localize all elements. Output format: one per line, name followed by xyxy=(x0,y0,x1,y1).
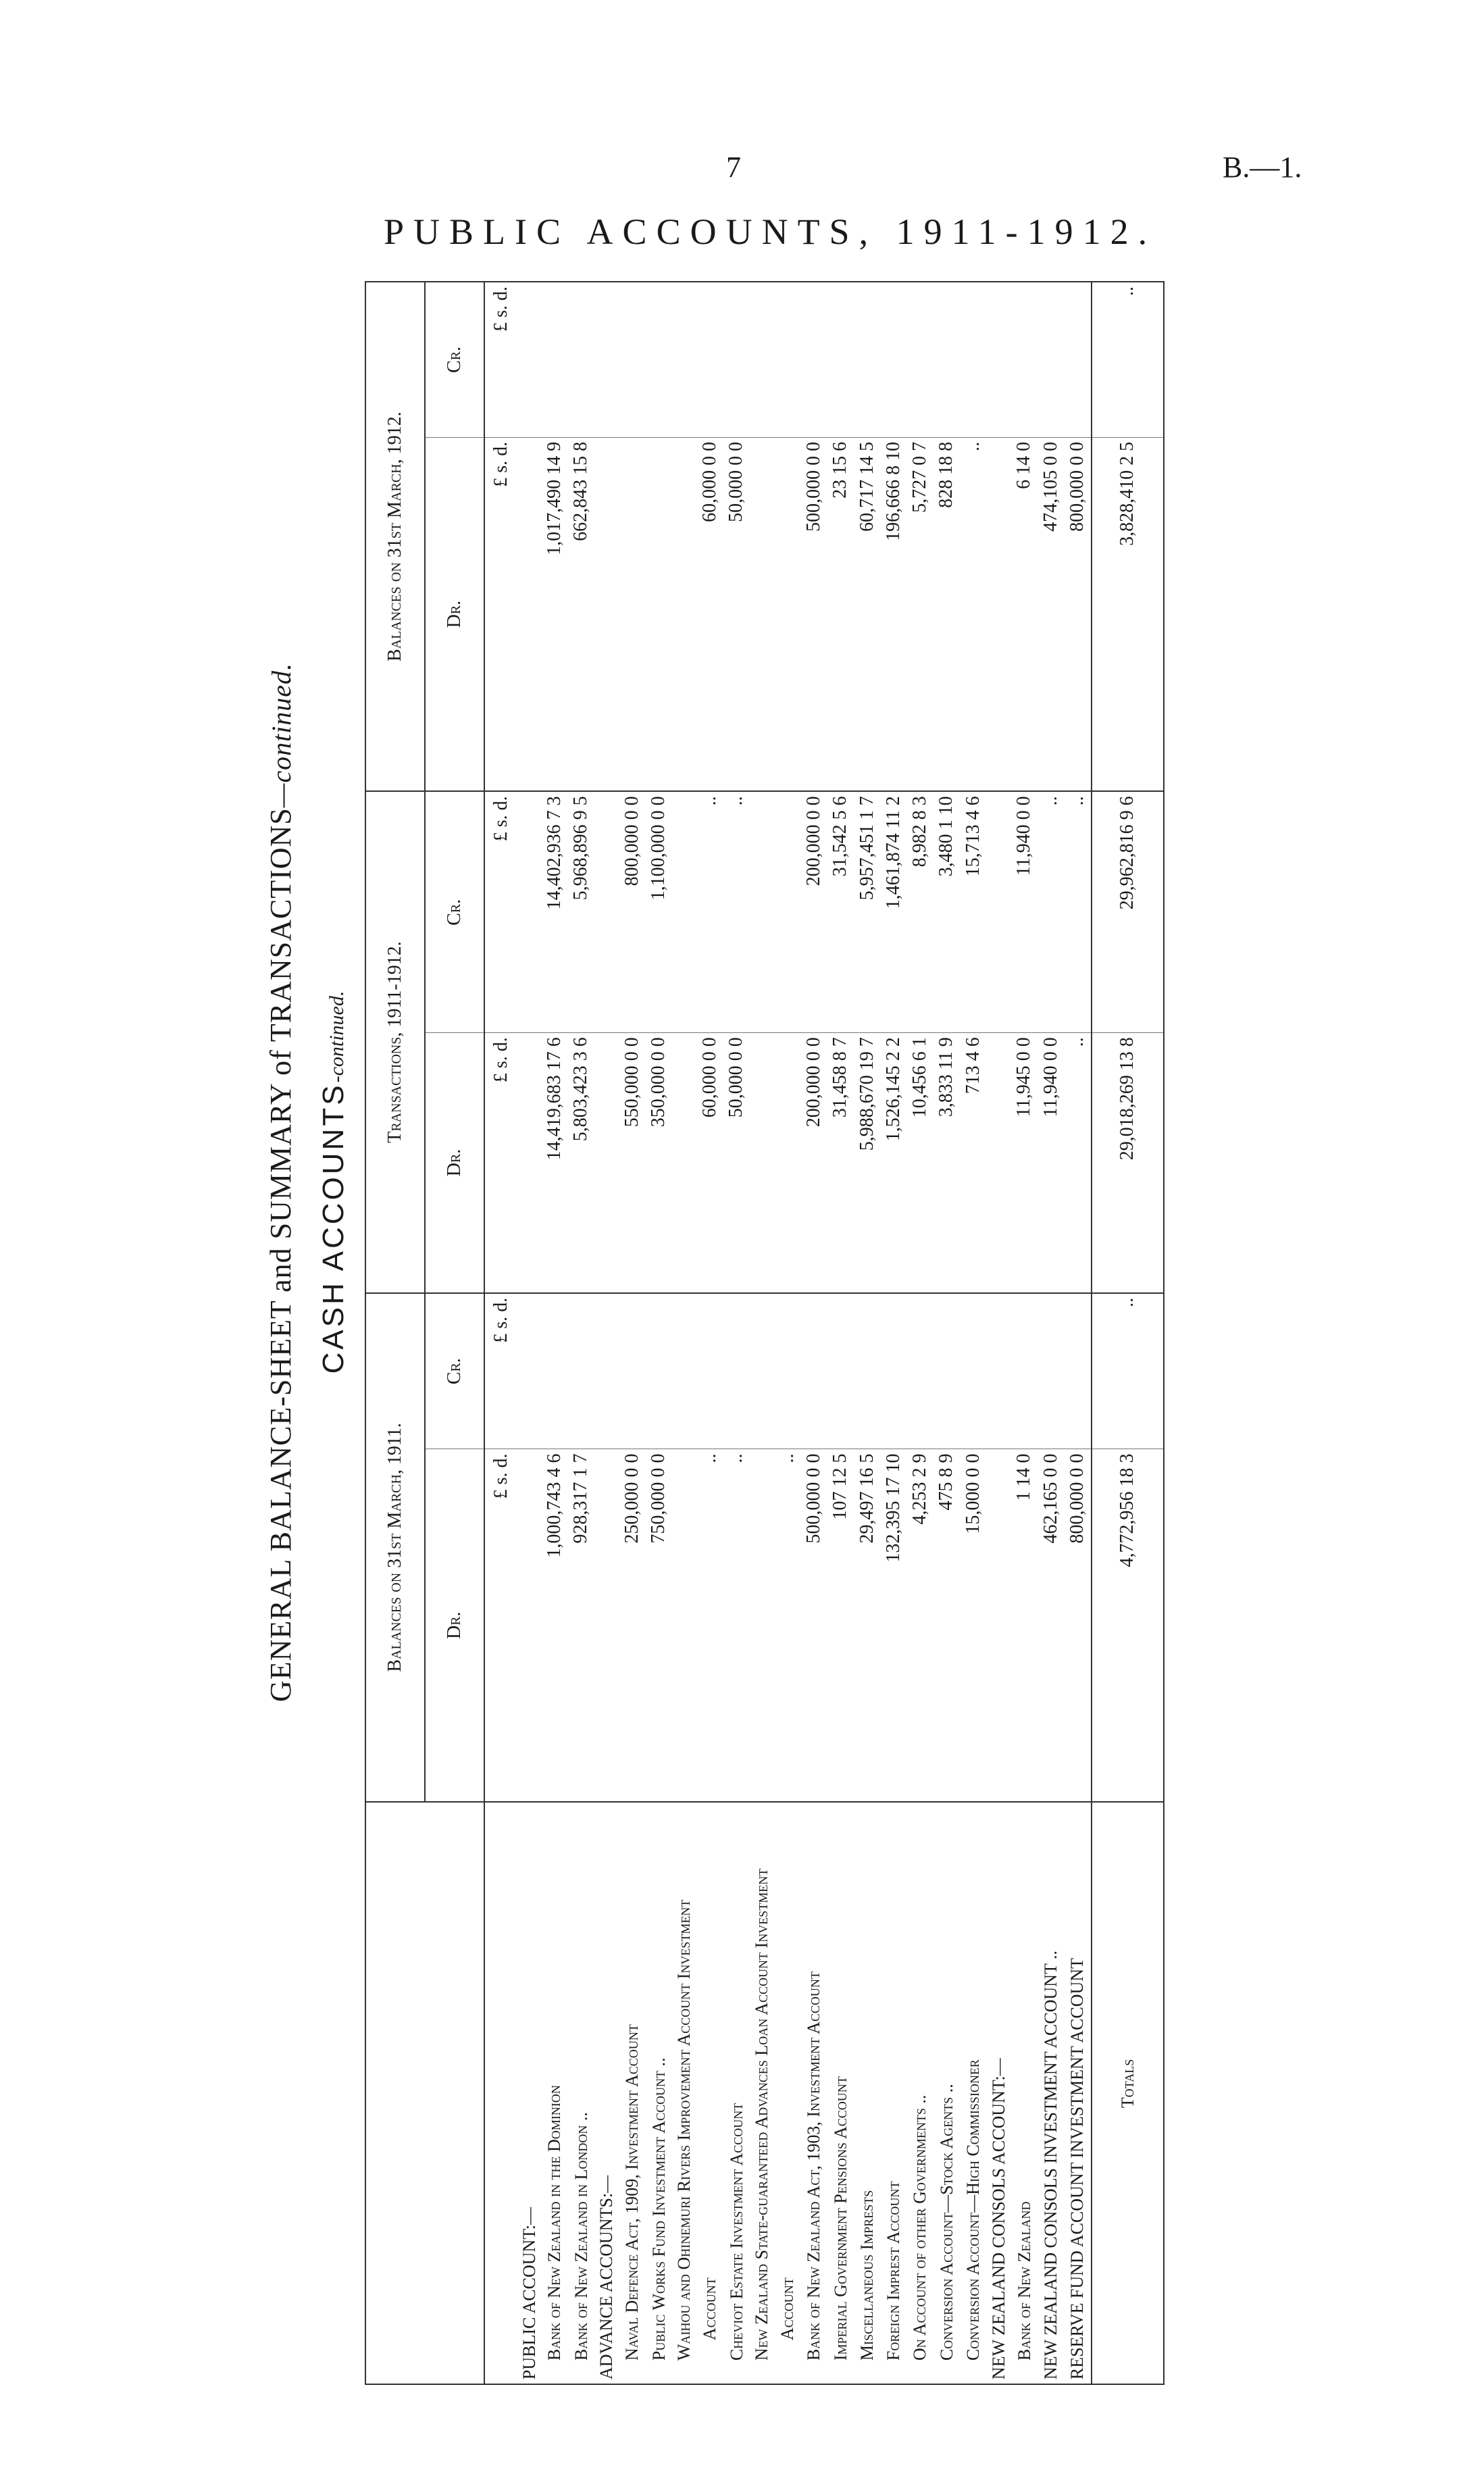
value-cell: 200,000 0 0 xyxy=(800,1033,827,1293)
value-cell: 462,165 0 0 xyxy=(1038,1449,1064,1802)
value-cell: .. xyxy=(774,1449,800,1802)
units-cell: £ s. d. xyxy=(484,1293,517,1449)
value-cell xyxy=(774,437,800,791)
value-cell xyxy=(774,1293,800,1449)
value-cell xyxy=(723,1293,749,1449)
value-cell: 1,100,000 0 0 xyxy=(646,791,672,1032)
table-row xyxy=(1064,282,1091,2384)
value-cell xyxy=(750,282,774,437)
table-row xyxy=(568,282,594,2384)
rotated-headings xyxy=(263,338,351,2027)
value-cell xyxy=(541,1293,567,1449)
value-cell xyxy=(960,1293,986,1449)
value-cell xyxy=(646,282,672,437)
row-label: Waihou and Ohinemuri Rivers Improvement Account Investment xyxy=(672,1802,696,2384)
cr-header: Cr. xyxy=(425,282,484,437)
value-cell xyxy=(1038,282,1064,437)
main-heading xyxy=(263,338,298,2027)
main-heading-text: GENERAL BALANCE-SHEET and SUMMARY of TRANSACTIONS xyxy=(264,807,297,1703)
value-cell: 107 12 5 xyxy=(827,1449,854,1802)
table-row xyxy=(880,282,906,2384)
value-cell xyxy=(594,282,619,437)
value-cell: .. xyxy=(696,1449,723,1802)
value-cell xyxy=(517,437,541,791)
value-cell: 1,017,490 14 9 xyxy=(541,437,567,791)
sub-heading-suffix: -continued. xyxy=(326,990,348,1083)
value-cell: 200,000 0 0 xyxy=(800,791,827,1032)
value-cell xyxy=(800,1293,827,1449)
group-header-transactions: Transactions, 1911-1912. xyxy=(366,791,425,1292)
table-row xyxy=(960,282,986,2384)
row-label: PUBLIC ACCOUNT:— xyxy=(517,1802,541,2384)
dr-header: Dr. xyxy=(425,1033,484,1293)
row-label: Account xyxy=(774,1802,800,2384)
row-label: Bank of New Zealand Act, 1903, Investment Account xyxy=(800,1802,827,2384)
value-cell: 196,666 8 10 xyxy=(880,437,906,791)
value-cell xyxy=(696,282,723,437)
value-cell xyxy=(933,1293,960,1449)
value-cell xyxy=(568,1293,594,1449)
value-cell xyxy=(672,1449,696,1802)
totals-label: Totals xyxy=(1092,1802,1163,2384)
value-cell xyxy=(517,1449,541,1802)
table-row xyxy=(827,282,854,2384)
value-cell xyxy=(1038,1293,1064,1449)
value-cell: .. xyxy=(960,437,986,791)
total-cell: .. xyxy=(1092,282,1163,437)
value-cell xyxy=(986,1449,1010,1802)
table-row xyxy=(933,282,960,2384)
table-row xyxy=(1011,282,1038,2384)
table-row xyxy=(619,282,645,2384)
value-cell xyxy=(906,1293,933,1449)
value-cell xyxy=(986,1033,1010,1293)
table-row xyxy=(594,282,619,2384)
table-row xyxy=(800,282,827,2384)
value-cell: 6 14 0 xyxy=(1011,437,1038,791)
sub-heading xyxy=(317,338,351,2027)
value-cell xyxy=(800,282,827,437)
value-cell: 31,542 5 6 xyxy=(827,791,854,1032)
value-cell: 23 15 6 xyxy=(827,437,854,791)
table-row xyxy=(696,282,723,2384)
value-cell xyxy=(880,1293,906,1449)
row-label: ADVANCE ACCOUNTS:— xyxy=(594,1802,619,2384)
value-cell: 15,713 4 6 xyxy=(960,791,986,1032)
value-cell xyxy=(517,282,541,437)
value-cell: 475 8 9 xyxy=(933,1449,960,1802)
value-cell xyxy=(594,1293,619,1449)
value-cell xyxy=(672,1293,696,1449)
value-cell xyxy=(594,437,619,791)
table-row xyxy=(672,282,696,2384)
value-cell: 1,526,145 2 2 xyxy=(880,1033,906,1293)
table-row xyxy=(906,282,933,2384)
value-cell xyxy=(517,1033,541,1293)
row-label: RESERVE FUND ACCOUNT INVESTMENT ACCOUNT xyxy=(1064,1802,1091,2384)
value-cell xyxy=(672,791,696,1032)
units-cell: £ s. d. xyxy=(484,1449,517,1802)
value-cell xyxy=(1011,282,1038,437)
row-label: NEW ZEALAND CONSOLS INVESTMENT ACCOUNT .. xyxy=(1038,1802,1064,2384)
page-number: 7 xyxy=(726,151,741,184)
row-label: Conversion Account—Stock Agents .. xyxy=(933,1802,960,2384)
value-cell xyxy=(594,1449,619,1802)
value-cell: 500,000 0 0 xyxy=(800,437,827,791)
value-cell: 550,000 0 0 xyxy=(619,1033,645,1293)
value-cell: .. xyxy=(1038,791,1064,1032)
row-label: Conversion Account—High Commissioner xyxy=(960,1802,986,2384)
total-cell: 29,962,816 9 6 xyxy=(1092,791,1163,1032)
row-label: Cheviot Estate Investment Account xyxy=(723,1802,749,2384)
value-cell: 14,419,683 17 6 xyxy=(541,1033,567,1293)
value-cell: 3,480 1 10 xyxy=(933,791,960,1032)
value-cell: 29,497 16 5 xyxy=(854,1449,880,1802)
balance-table-rotated xyxy=(365,281,1165,2385)
value-cell xyxy=(619,282,645,437)
group-header-1912: Balances on 31st March, 1912. xyxy=(366,282,425,791)
value-cell: 800,000 0 0 xyxy=(619,791,645,1032)
total-cell: .. xyxy=(1092,1293,1163,1449)
value-cell xyxy=(619,1293,645,1449)
value-cell: 5,957,451 1 7 xyxy=(854,791,880,1032)
dr-header: Dr. xyxy=(425,1449,484,1802)
value-cell: 5,988,670 19 7 xyxy=(854,1033,880,1293)
value-cell: .. xyxy=(1064,1033,1091,1293)
table-row xyxy=(1038,282,1064,2384)
value-cell: 1,461,874 11 2 xyxy=(880,791,906,1032)
row-label: Public Works Fund Investment Account .. xyxy=(646,1802,672,2384)
value-cell: 14,402,936 7 3 xyxy=(541,791,567,1032)
row-label: Miscellaneous Imprests xyxy=(854,1802,880,2384)
value-cell: 750,000 0 0 xyxy=(646,1449,672,1802)
page-title: PUBLIC ACCOUNTS, 1911-1912. xyxy=(384,211,1157,252)
table-row xyxy=(854,282,880,2384)
value-cell xyxy=(646,437,672,791)
balance-table xyxy=(366,282,1163,2384)
value-cell: .. xyxy=(1064,791,1091,1032)
value-cell: 11,940 0 0 xyxy=(1038,1033,1064,1293)
value-cell xyxy=(594,1033,619,1293)
group-header-1911: Balances on 31st March, 1911. xyxy=(366,1293,425,1802)
row-label: Foreign Imprest Account xyxy=(880,1802,906,2384)
value-cell xyxy=(854,282,880,437)
value-cell: 800,000 0 0 xyxy=(1064,1449,1091,1802)
value-cell: 15,000 0 0 xyxy=(960,1449,986,1802)
row-label: New Zealand State-guaranteed Advances Loan Account Investment xyxy=(750,1802,774,2384)
value-cell: 60,717 14 5 xyxy=(854,437,880,791)
value-cell: .. xyxy=(696,791,723,1032)
value-cell xyxy=(517,1293,541,1449)
value-cell: 713 4 6 xyxy=(960,1033,986,1293)
units-cell: £ s. d. xyxy=(490,286,511,332)
value-cell: 5,968,896 9 5 xyxy=(568,791,594,1032)
value-cell: 60,000 0 0 xyxy=(696,1033,723,1293)
total-cell: 4,772,956 18 3 xyxy=(1092,1449,1163,1802)
units-blank xyxy=(484,1802,517,2384)
value-cell: 11,945 0 0 xyxy=(1011,1033,1038,1293)
units-row xyxy=(484,282,517,2384)
value-cell: 800,000 0 0 xyxy=(1064,437,1091,791)
value-cell xyxy=(986,437,1010,791)
value-cell xyxy=(672,282,696,437)
value-cell xyxy=(774,791,800,1032)
totals-row xyxy=(1092,282,1163,2384)
units-cell: £ s. d. xyxy=(484,791,517,1032)
value-cell xyxy=(933,282,960,437)
row-label: Imperial Government Pensions Account xyxy=(827,1802,854,2384)
value-cell: 4,253 2 9 xyxy=(906,1449,933,1802)
value-cell: .. xyxy=(723,791,749,1032)
value-cell xyxy=(827,1293,854,1449)
value-cell xyxy=(960,282,986,437)
value-cell xyxy=(827,282,854,437)
series-code: B.—1. xyxy=(1223,151,1302,184)
value-cell xyxy=(750,1449,774,1802)
value-cell xyxy=(696,1293,723,1449)
table-row xyxy=(517,282,541,2384)
table-row xyxy=(723,282,749,2384)
cr-header: Cr. xyxy=(425,1293,484,1449)
row-label: NEW ZEALAND CONSOLS ACCOUNT:— xyxy=(986,1802,1010,2384)
value-cell xyxy=(619,437,645,791)
value-cell: 60,000 0 0 xyxy=(696,437,723,791)
row-label: On Account of other Governments .. xyxy=(906,1802,933,2384)
cr-header: Cr. xyxy=(425,791,484,1032)
value-cell xyxy=(750,791,774,1032)
value-cell xyxy=(541,282,567,437)
value-cell xyxy=(1064,1293,1091,1449)
value-cell: 10,456 6 1 xyxy=(906,1033,933,1293)
value-cell xyxy=(517,791,541,1032)
row-label: Bank of New Zealand xyxy=(1011,1802,1038,2384)
units-cell: £ s. d. xyxy=(484,437,517,791)
value-cell: 50,000 0 0 xyxy=(723,1033,749,1293)
main-heading-suffix: —continued. xyxy=(266,662,297,808)
row-label: Bank of New Zealand in London .. xyxy=(568,1802,594,2384)
value-cell: 5,803,423 3 6 xyxy=(568,1033,594,1293)
value-cell xyxy=(672,1033,696,1293)
value-cell xyxy=(774,1033,800,1293)
value-cell: 350,000 0 0 xyxy=(646,1033,672,1293)
dr-header: Dr. xyxy=(425,437,484,791)
table-row xyxy=(986,282,1010,2384)
value-cell xyxy=(723,282,749,437)
value-cell xyxy=(854,1293,880,1449)
value-cell xyxy=(986,791,1010,1032)
row-label: Bank of New Zealand in the Dominion xyxy=(541,1802,567,2384)
desc-header xyxy=(366,1802,484,2384)
value-cell xyxy=(594,791,619,1032)
value-cell: 250,000 0 0 xyxy=(619,1449,645,1802)
value-cell xyxy=(906,282,933,437)
value-cell xyxy=(986,282,1010,437)
value-cell xyxy=(986,1293,1010,1449)
value-cell xyxy=(1011,1293,1038,1449)
value-cell: 662,843 15 8 xyxy=(568,437,594,791)
value-cell: 474,105 0 0 xyxy=(1038,437,1064,791)
row-label: Account xyxy=(696,1802,723,2384)
total-cell: 29,018,269 13 8 xyxy=(1092,1033,1163,1293)
value-cell: 928,317 1 7 xyxy=(568,1449,594,1802)
total-cell: 3,828,410 2 5 xyxy=(1092,437,1163,791)
value-cell xyxy=(750,1033,774,1293)
value-cell: 828 18 8 xyxy=(933,437,960,791)
value-cell: .. xyxy=(723,1449,749,1802)
value-cell: 500,000 0 0 xyxy=(800,1449,827,1802)
value-cell xyxy=(750,1293,774,1449)
value-cell xyxy=(880,282,906,437)
value-cell xyxy=(750,437,774,791)
value-cell: 31,458 8 7 xyxy=(827,1033,854,1293)
value-cell xyxy=(1064,282,1091,437)
value-cell xyxy=(646,1293,672,1449)
value-cell xyxy=(672,437,696,791)
value-cell: 1 14 0 xyxy=(1011,1449,1038,1802)
value-cell: 1,000,743 4 6 xyxy=(541,1449,567,1802)
value-cell xyxy=(774,282,800,437)
table-row xyxy=(646,282,672,2384)
value-cell: 11,940 0 0 xyxy=(1011,791,1038,1032)
value-cell: 50,000 0 0 xyxy=(723,437,749,791)
row-label: Naval Defence Act, 1909, Investment Account xyxy=(619,1802,645,2384)
value-cell: 8,982 8 3 xyxy=(906,791,933,1032)
table-row xyxy=(750,282,774,2384)
value-cell: 5,727 0 7 xyxy=(906,437,933,791)
table-row xyxy=(541,282,567,2384)
value-cell: 132,395 17 10 xyxy=(880,1449,906,1802)
sub-heading-text: CASH ACCOUNTS xyxy=(317,1082,350,1374)
value-cell: 3,833 11 9 xyxy=(933,1033,960,1293)
table-row xyxy=(774,282,800,2384)
value-cell xyxy=(568,282,594,437)
units-cell: £ s. d. xyxy=(484,1033,517,1293)
